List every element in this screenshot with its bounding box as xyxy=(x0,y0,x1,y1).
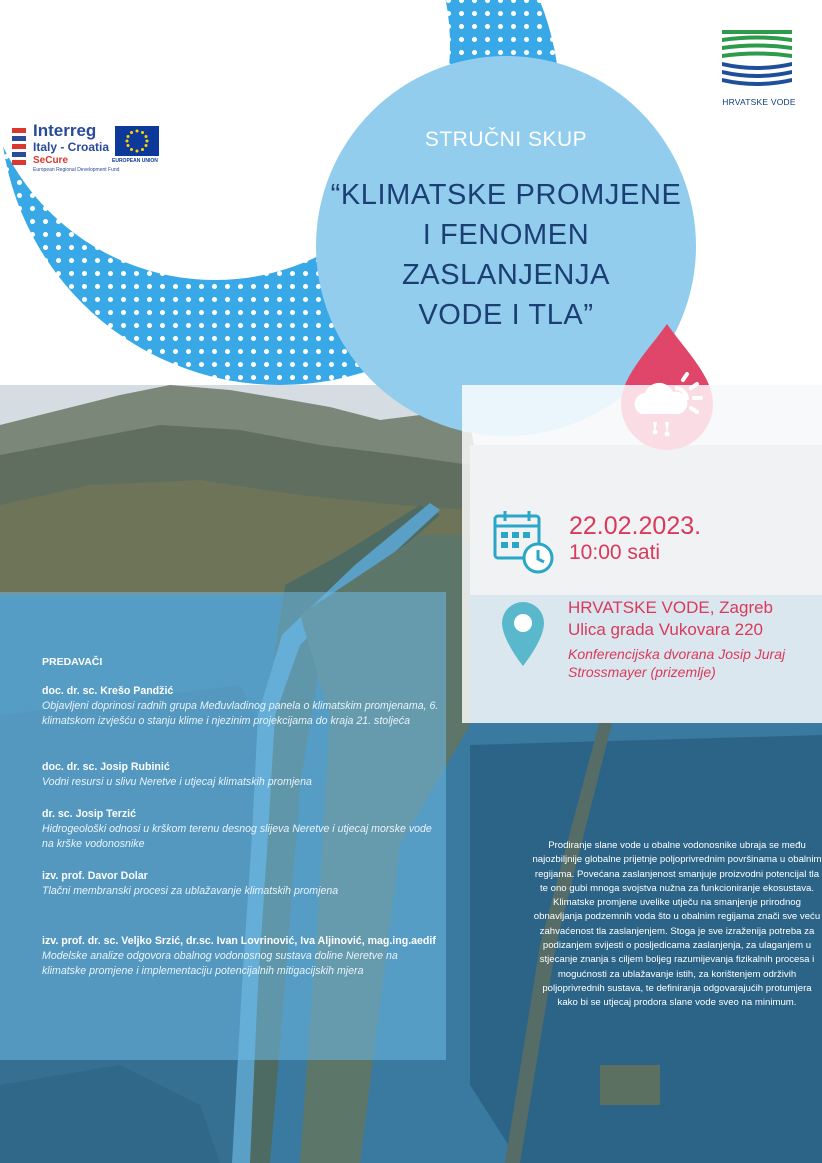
location-pin-icon xyxy=(500,600,546,668)
eu-flag-icon xyxy=(115,126,159,156)
event-description: Prodiranje slane vode u obalne vodonosnike ubraja se među najozbiljnije globalne prijetnje poljoprivrednim površinama u obalnim regijama. Povećana zaslanjenost smanjuje proizvodni potencijal tla te ono gubi mnoga svojstva nužna za funkcioniranje ekosustava. Klimatske promjene uvelike utječu na smanjenje prirodnog obnavljanja podzemnih voda što u obalnim regijama znači sve veću zahvaćenost tla zaslanjenjem. Stoga je sve izraženija potreba za podizanjem svijesti o posljedicama zaslanjenja, za ulaganjem u stjecanje znanja s ciljem boljeg razumijevanja fizikalnih procesa i mogućnosti za ublažavanje istih, za korištenjem održivih poljoprivrednih sustava, te definiranja odgovarajućih protumjera kako bi se utjecaj prodora slane vode sveo na minimum. xyxy=(532,840,822,1009)
speaker-topic: Vodni resursi u slivu Neretve i utjecaj klimatskih promjena xyxy=(42,776,312,788)
event-title xyxy=(330,175,682,335)
speaker-name: izv. prof. dr. sc. Veljko Srzić, dr.sc. Ivan Lovrinović, Iva Aljinović, mag.ing.aedif xyxy=(42,935,436,947)
speakers-heading: PREDAVAČI xyxy=(42,656,103,668)
speaker-topic: Hidrogeološki odnosi u krškom terenu desnog slijeva Neretve i utjecaj morske vode na krške vodonosnike xyxy=(42,823,432,850)
title-line: VODE I TLA” xyxy=(418,299,594,331)
venue-line-2: Ulica grada Vukovara 220 xyxy=(568,620,763,639)
speaker-name: doc. dr. sc. Josip Rubinić xyxy=(42,761,170,773)
event-kicker: STRUČNI SKUP xyxy=(424,128,588,151)
interreg-program: Italy - Croatia xyxy=(33,140,110,154)
eu-label: EUROPEAN UNION xyxy=(112,158,158,164)
event-time: 10:00 sati xyxy=(569,541,661,564)
speaker-item xyxy=(42,760,442,790)
interreg-fund: European Regional Development Fund xyxy=(33,167,120,173)
speaker-name: doc. dr. sc. Krešo Pandžić xyxy=(42,685,174,697)
title-line: “KLIMATSKE PROMJENE xyxy=(330,179,682,211)
interreg-project: SeCure xyxy=(33,155,69,166)
venue-line-1: HRVATSKE VODE, Zagreb xyxy=(568,598,774,617)
hrvatske-vode-logo-icon xyxy=(722,30,792,90)
speaker-topic: Tlačni membranski procesi za ublažavanje klimatskih promjena xyxy=(42,885,339,897)
speaker-item xyxy=(42,684,442,729)
speaker-item xyxy=(42,934,442,979)
interreg-word: Interreg xyxy=(33,121,97,140)
venue-room: Konferencijska dvorana Josip Juraj Strossmayer (prizemlje) xyxy=(568,646,786,680)
speaker-name: dr. sc. Josip Terzić xyxy=(42,808,137,820)
hrvatske-vode-label: HRVATSKE VODE xyxy=(722,97,796,107)
title-line: I FENOMEN ZASLANJENJA xyxy=(401,219,611,291)
speaker-item xyxy=(42,807,442,852)
speaker-topic: Objavljeni doprinosi radnih grupa Međuvladinog panela o klimatskim promjenama, 6. klimatskom izvješću o stanju klime i njezinim projekcijama do kraja 21. stoljeća xyxy=(42,700,439,727)
event-date: 22.02.2023. xyxy=(569,512,702,540)
speaker-topic: Modelske analize odgovora obalnog vodonosnog sustava doline Neretve na klimatske promjene i implementaciju potencijalnih mitigacijskih mjera xyxy=(42,950,398,977)
calendar-clock-icon xyxy=(492,508,556,574)
speaker-item xyxy=(42,869,442,899)
speaker-name: izv. prof. Davor Dolar xyxy=(42,870,148,882)
